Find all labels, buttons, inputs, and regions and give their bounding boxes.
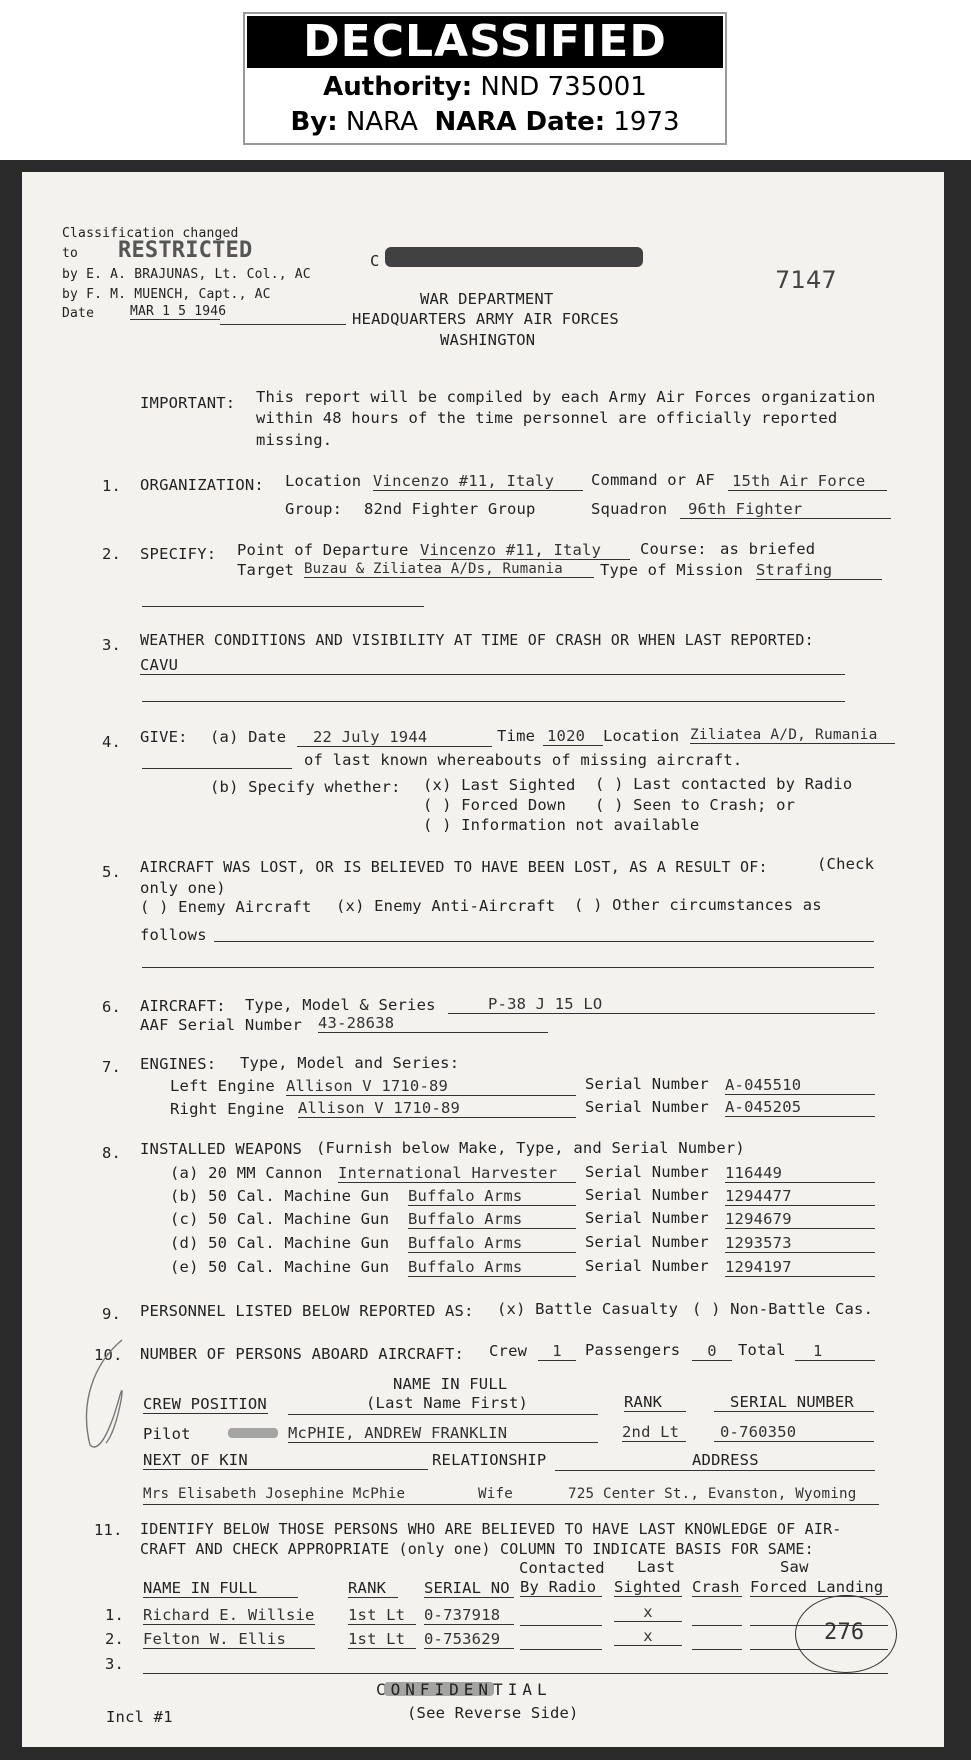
option-info-not-available: ( ) Information not available xyxy=(423,816,700,834)
engines-subtitle: Type, Model and Series: xyxy=(240,1054,460,1072)
war-department: WAR DEPARTMENT xyxy=(420,290,554,308)
saw-header: Saw xyxy=(780,1558,809,1576)
total-label: Total xyxy=(738,1341,786,1359)
weapon-item: (e) 50 Cal. Machine Gun xyxy=(170,1258,390,1276)
option-other-circumstances: ( ) Other circumstances as xyxy=(574,896,822,914)
right-engine-label: Right Engine xyxy=(170,1100,285,1118)
witness-rank: 1st Lt xyxy=(348,1606,416,1625)
identify-line-1: IDENTIFY BELOW THOSE PERSONS WHO ARE BELIEVED TO HAVE LAST KNOWLEDGE OF AIR- xyxy=(140,1520,842,1538)
serial-number-header: SERIAL NUMBER xyxy=(714,1393,874,1412)
right-engine-serial-value: A-045205 xyxy=(725,1098,875,1117)
witness-rank: 1st Lt xyxy=(348,1630,416,1649)
weapon-serial: 1294477 xyxy=(725,1187,875,1206)
weapon-item: (c) 50 Cal. Machine Gun xyxy=(170,1210,390,1228)
right-engine-serial-label: Serial Number xyxy=(585,1098,709,1116)
washington: WASHINGTON xyxy=(440,331,536,349)
authority-line xyxy=(245,72,725,102)
next-of-kin-header: NEXT OF KIN xyxy=(143,1451,428,1470)
aaf-serial-value: 43-28638 xyxy=(318,1014,548,1033)
change-date-label: Date xyxy=(62,306,95,321)
s11-rank-header: RANK xyxy=(348,1579,398,1598)
weapons-label: INSTALLED WEAPONS xyxy=(140,1140,303,1158)
s11-serial-header: SERIAL NO xyxy=(424,1579,514,1598)
address-value: 725 Center St., Evanston, Wyoming xyxy=(568,1486,857,1502)
witness-name: Felton W. Ellis xyxy=(143,1630,315,1649)
row-number: 2. xyxy=(105,1630,125,1648)
section-7-number: 7. xyxy=(102,1058,122,1076)
weapon-item: (a) 20 MM Cannon xyxy=(170,1164,323,1182)
rank-header: RANK xyxy=(624,1393,686,1412)
confidential-c-mark: C xyxy=(370,252,380,270)
section-1-number: 1. xyxy=(102,477,122,495)
date-a-label: (a) Date xyxy=(210,728,287,746)
aaf-serial-label: AAF Serial Number xyxy=(140,1016,303,1034)
crash-header: Crash xyxy=(692,1578,742,1597)
inclosure-label: Incl #1 xyxy=(106,1708,173,1726)
authority-label: Authority: xyxy=(323,72,473,102)
weapons-note: (Furnish below Make, Type, and Serial Number) xyxy=(316,1139,745,1157)
sighted-header: Sighted xyxy=(614,1578,681,1596)
name-header-rule xyxy=(288,1414,598,1415)
loss-date-value: 22 July 1944 xyxy=(297,728,492,747)
row-number: 3. xyxy=(105,1655,125,1673)
witness-serial: 0-753629 xyxy=(424,1630,514,1649)
classification-changed: Classification changed xyxy=(62,226,239,241)
squadron-value: 96th Fighter xyxy=(680,500,891,519)
section-2-number: 2. xyxy=(102,545,122,563)
by-radio-header: By Radio xyxy=(520,1578,602,1597)
loss-location-value: Ziliatea A/D, Rumania xyxy=(690,727,895,744)
empty-row-rule xyxy=(143,1673,888,1674)
crew-count: 1 xyxy=(538,1342,576,1361)
lost-result-label: AIRCRAFT WAS LOST, OR IS BELIEVED TO HAVE BEEN LOST, AS A RESULT OF: xyxy=(140,858,768,876)
document-number: 7147 xyxy=(775,266,837,294)
important-label: IMPORTANT: xyxy=(140,394,236,412)
option-last-contacted: ( ) Last contacted by Radio xyxy=(595,775,853,793)
section-2-rule xyxy=(142,606,424,607)
ink-smudge xyxy=(228,1428,278,1438)
declassified-title: DECLASSIFIED xyxy=(247,16,723,68)
course-value: as briefed xyxy=(720,540,816,558)
kin-value-rule xyxy=(143,1504,879,1505)
important-line-1: This report will be compiled by each Army Air Forces organization xyxy=(256,388,876,406)
crew-position-value: Pilot xyxy=(143,1425,191,1443)
option-non-battle: ( ) Non-Battle Cas. xyxy=(692,1300,874,1318)
mission-type-value: Strafing xyxy=(756,561,882,580)
aircraft-label: AIRCRAFT: xyxy=(140,997,226,1015)
by-label: By: xyxy=(290,107,338,137)
weapon-serial-label: Serial Number xyxy=(585,1186,709,1204)
section-10-number: 10. xyxy=(94,1346,123,1364)
specify-label: SPECIFY: xyxy=(140,545,217,563)
option-enemy-aircraft: ( ) Enemy Aircraft xyxy=(140,898,312,916)
confidential-stamp: CONFIDENTIAL xyxy=(376,1680,552,1699)
aircraft-type-label: Type, Model & Series xyxy=(245,996,436,1014)
give-label: GIVE: xyxy=(140,728,188,746)
group-value: 82nd Fighter Group xyxy=(364,500,536,518)
weapon-serial: 1293573 xyxy=(725,1234,875,1253)
squadron-label: Squadron xyxy=(591,500,668,518)
weapon-serial-label: Serial Number xyxy=(585,1233,709,1251)
by-line xyxy=(245,107,725,137)
witness-serial: 0-737918 xyxy=(424,1606,514,1625)
section-11-number: 11. xyxy=(94,1521,123,1539)
next-of-kin-value: Mrs Elisabeth Josephine McPhie xyxy=(143,1486,406,1502)
loss-time-value: 1020 xyxy=(543,727,603,746)
weather-rule-2 xyxy=(142,701,845,702)
passenger-count: 0 xyxy=(692,1342,732,1361)
command-label: Command or AF xyxy=(591,471,715,489)
location-value: Vincenzo #11, Italy xyxy=(373,472,583,491)
course-label: Course: xyxy=(640,540,707,558)
section-6-number: 6. xyxy=(102,998,122,1016)
changed-by-2: by F. M. MUENCH, Capt., AC xyxy=(62,287,271,302)
weapon-serial: 1294679 xyxy=(725,1210,875,1229)
last-header: Last xyxy=(637,1558,676,1576)
option-seen-to-crash: ( ) Seen to Crash; or xyxy=(595,796,796,814)
kin-header-rule xyxy=(555,1470,875,1471)
nara-date-value: 1973 xyxy=(613,107,680,137)
changed-by-1: by E. A. BRAJUNAS, Lt. Col., AC xyxy=(62,267,311,282)
last-sighted-mark: x xyxy=(614,1627,682,1646)
aircraft-type-value: P-38 J 15 LO xyxy=(448,995,875,1014)
passengers-label: Passengers xyxy=(585,1341,681,1359)
weapon-serial-label: Serial Number xyxy=(585,1257,709,1275)
crew-serial-value: 0-760350 xyxy=(714,1423,874,1442)
identify-line-2: CRAFT AND CHECK APPROPRIATE (only one) COLUMN TO INDICATE BASIS FOR SAME: xyxy=(140,1540,814,1558)
location-label: Location xyxy=(285,472,362,490)
radio-cell-rule xyxy=(520,1625,602,1626)
right-engine-value: Allison V 1710-89 xyxy=(298,1099,576,1118)
by-value: NARA xyxy=(345,107,418,137)
weapon-serial: 1294197 xyxy=(725,1258,875,1277)
follows-label: follows xyxy=(140,926,207,944)
section-4-number: 4. xyxy=(102,733,122,751)
header-rule xyxy=(220,324,346,325)
section-8-number: 8. xyxy=(102,1144,122,1162)
change-date-value: MAR 1 5 1946 xyxy=(130,304,227,319)
address-header: ADDRESS xyxy=(692,1451,759,1469)
see-reverse-side: (See Reverse Side) xyxy=(407,1704,579,1722)
left-engine-serial-value: A-045510 xyxy=(725,1076,875,1095)
organization-label: ORGANIZATION: xyxy=(140,476,264,494)
important-line-3: missing. xyxy=(256,431,333,449)
name-header-1: NAME IN FULL xyxy=(393,1375,508,1393)
persons-aboard-label: NUMBER OF PERSONS ABOARD AIRCRAFT: xyxy=(140,1345,465,1363)
personnel-reported-label: PERSONNEL LISTED BELOW REPORTED AS: xyxy=(140,1302,474,1320)
weapon-make: Buffalo Arms xyxy=(408,1234,576,1253)
contacted-header: Contacted xyxy=(519,1559,605,1577)
whereabouts-text: of last known whereabouts of missing aircraft. xyxy=(304,751,743,769)
loss-location-label: Location xyxy=(603,727,680,745)
row-number: 1. xyxy=(105,1606,125,1624)
weapon-make: Buffalo Arms xyxy=(408,1187,576,1206)
time-label: Time xyxy=(497,727,536,745)
weather-rule-1 xyxy=(140,674,845,675)
declassified-stamp xyxy=(243,12,727,145)
crew-rank-value: 2nd Lt xyxy=(622,1423,686,1442)
nara-date-label: NARA Date: xyxy=(434,107,606,137)
left-engine-serial-label: Serial Number xyxy=(585,1075,709,1093)
redaction-bar xyxy=(385,247,643,267)
classification-to: to xyxy=(62,246,79,261)
crash-cell-rule xyxy=(692,1625,742,1626)
check-text: (Check xyxy=(817,855,875,873)
follows-rule-2 xyxy=(142,967,874,968)
name-header-2: (Last Name First) xyxy=(366,1394,529,1412)
option-forced-down: ( ) Forced Down xyxy=(423,796,566,814)
engines-label: ENGINES: xyxy=(140,1055,217,1073)
departure-label: Point of Departure xyxy=(237,541,409,559)
forced-landing-header: Forced Landing xyxy=(750,1578,888,1597)
mission-type-label: Type of Mission xyxy=(600,561,743,579)
weapon-serial-label: Serial Number xyxy=(585,1209,709,1227)
crash-cell-rule xyxy=(692,1649,742,1650)
section-4-rule xyxy=(142,768,292,769)
command-value: 15th Air Force xyxy=(728,472,887,491)
weapon-make: International Harvester xyxy=(338,1164,576,1183)
crew-name-value: McPHIE, ANDREW FRANKLIN xyxy=(288,1424,598,1443)
important-line-2: within 48 hours of the time personnel are officially reported xyxy=(256,409,838,427)
only-one-text: only one) xyxy=(140,879,226,897)
weapon-make: Buffalo Arms xyxy=(408,1210,576,1229)
option-battle-casualty: (x) Battle Casualty xyxy=(497,1300,679,1318)
section-9-number: 9. xyxy=(102,1305,122,1323)
authority-value: NND 735001 xyxy=(480,72,647,102)
left-engine-value: Allison V 1710-89 xyxy=(286,1077,576,1096)
follows-rule-1 xyxy=(214,941,874,942)
headquarters: HEADQUARTERS ARMY AIR FORCES xyxy=(352,310,619,328)
section-3-number: 3. xyxy=(102,636,122,654)
weapon-serial: 116449 xyxy=(725,1164,875,1183)
weather-label: WEATHER CONDITIONS AND VISIBILITY AT TIME OF CRASH OR WHEN LAST REPORTED: xyxy=(140,631,814,649)
option-enemy-anti-aircraft: (x) Enemy Anti-Aircraft xyxy=(336,897,556,915)
crew-label: Crew xyxy=(489,1342,528,1360)
s11-name-header: NAME IN FULL xyxy=(143,1579,298,1598)
left-engine-label: Left Engine xyxy=(170,1077,275,1095)
last-sighted-mark: x xyxy=(614,1603,682,1622)
weapon-item: (d) 50 Cal. Machine Gun xyxy=(170,1234,390,1252)
page-number: 276 xyxy=(824,1620,865,1645)
weapon-item: (b) 50 Cal. Machine Gun xyxy=(170,1187,390,1205)
group-label: Group: xyxy=(285,500,343,518)
restricted-stamp: RESTRICTED xyxy=(118,238,253,263)
option-last-sighted: (x) Last Sighted xyxy=(423,776,576,794)
weather-value: CAVU xyxy=(140,656,179,674)
witness-name: Richard E. Willsie xyxy=(143,1606,315,1624)
radio-cell-rule xyxy=(520,1649,602,1650)
crew-position-header: CREW POSITION xyxy=(143,1395,267,1413)
relationship-value: Wife xyxy=(478,1486,513,1502)
pencil-scribble xyxy=(72,1335,142,1465)
total-count: 1 xyxy=(795,1342,875,1361)
weapon-make: Buffalo Arms xyxy=(408,1258,576,1277)
departure-value: Vincenzo #11, Italy xyxy=(420,541,630,560)
weapon-serial-label: Serial Number xyxy=(585,1163,709,1181)
relationship-header: RELATIONSHIP xyxy=(432,1451,547,1469)
target-value: Buzau & Ziliatea A/Ds, Rumania xyxy=(304,561,594,578)
section-5-number: 5. xyxy=(102,863,122,881)
target-label: Target xyxy=(237,561,295,579)
specify-whether-label: (b) Specify whether: xyxy=(210,778,401,796)
